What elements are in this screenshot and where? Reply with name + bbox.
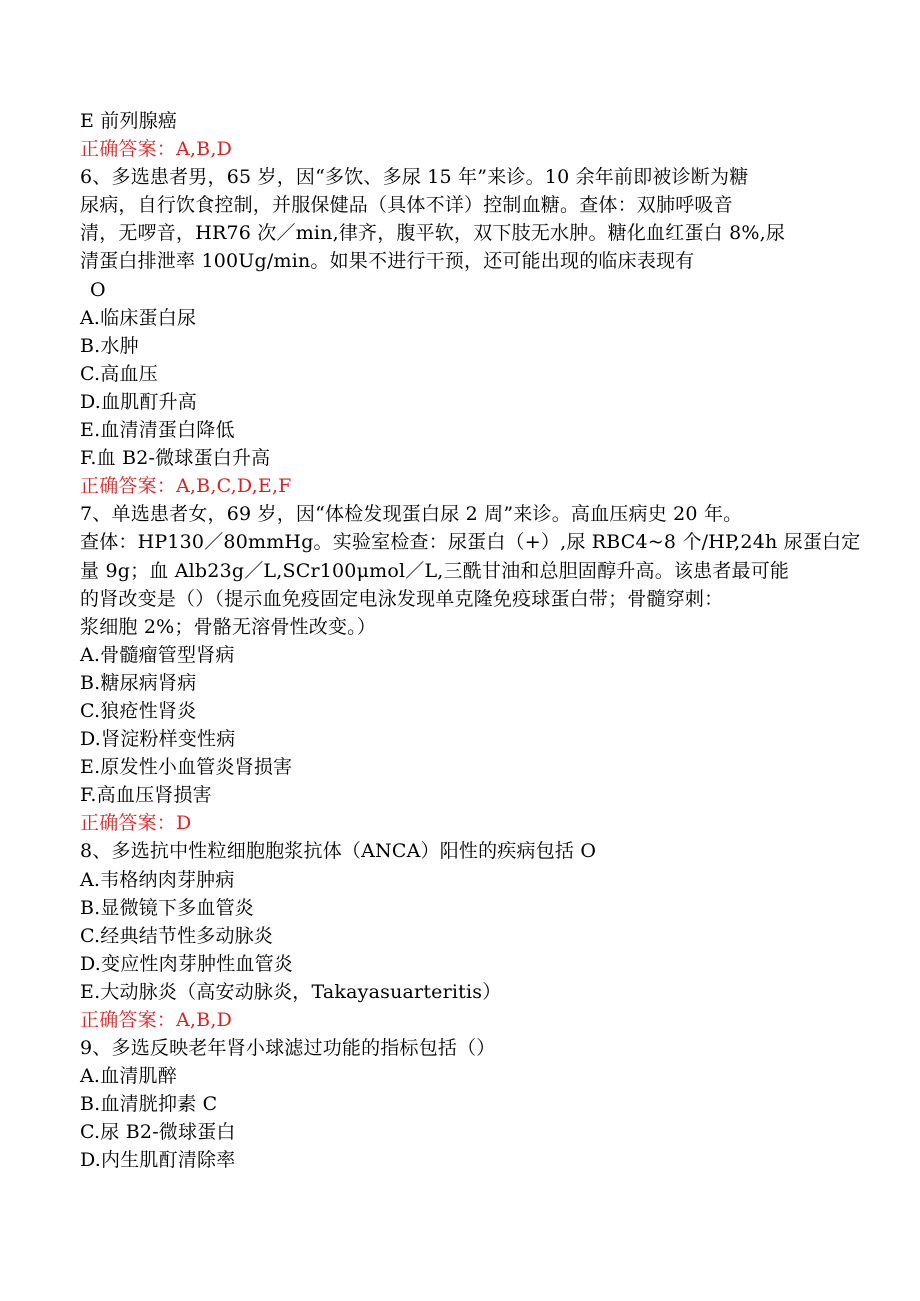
question-text-line: 8、多选抗中性粒细胞胞浆抗体（ANCA）阳性的疾病包括 O: [80, 840, 597, 863]
answer-line: [80, 135, 840, 163]
option-item: C.狼疮性肾炎: [80, 699, 197, 722]
option-item: D.内生肌酊清除率: [80, 1149, 236, 1172]
answer-label: 正确答案：: [80, 1009, 177, 1031]
document-page: [80, 107, 861, 1175]
answer-value: A,B,C,D,E,F: [176, 475, 292, 498]
question-text-line: 9、多选反映老年肾小球滤过功能的指标包括（）: [80, 1037, 496, 1060]
option-item: A.血清肌醉: [80, 1065, 177, 1088]
answer-label: 正确答案：: [80, 138, 177, 161]
question-text-line: 清蛋白排泄率 100Ug/min。如果不进行干预，还可能出现的临床表现有: [80, 250, 695, 273]
answer-label: 正确答案：: [80, 475, 177, 498]
option-item: A.临床蛋白尿: [80, 306, 197, 329]
option-item: F.血 B2-微球蛋白升高: [80, 447, 271, 470]
question-7: [80, 500, 861, 837]
option-item: B.水肿: [80, 334, 139, 357]
option-item: D.变应性肉芽肿性血管炎: [80, 952, 293, 975]
question-text-line: 的肾改变是（）（提示血免疫固定电泳发现单克隆免疫球蛋白带；骨髓穿刺：: [80, 587, 724, 610]
option-item: B.显微镜下多血管炎: [80, 896, 255, 919]
option-item: A.韦格纳肉芽肿病: [80, 868, 235, 891]
option-item: E.大动脉炎（高安动脉炎，Takayasuarteritis）: [80, 980, 502, 1003]
question-9: [80, 1034, 840, 1174]
answer-line: [80, 1006, 840, 1034]
option-item: C.尿 B2-微球蛋白: [80, 1121, 236, 1144]
answer-label: 正确答案：: [80, 812, 177, 835]
option-item: C.经典结节性多动脉炎: [80, 924, 274, 947]
option-item: B.糖尿病肾病: [80, 671, 197, 694]
answer-value: A,B,D: [176, 1009, 233, 1031]
question-text-line: 查体：HP130／80mmHg。实验室检查：尿蛋白（+）,尿 RBC4~8 个/HP,24h 尿蛋白定: [80, 531, 861, 554]
question-text-line: 尿病，自行饮食控制，并服保健品（具体不详）控制血糖。查体：双肺呼吸音: [80, 194, 733, 217]
answer-line: [80, 472, 840, 500]
question-text-line: 6、多选患者男，65 岁，因“多饮、多尿 15 年”来诊。10 余年前即被诊断为糖: [80, 166, 749, 189]
question-text-line: 7、单选患者女，69 岁，因“体检发现蛋白尿 2 周”来诊。高血压病史 20 年。: [80, 503, 743, 526]
question-text-line: 清，无啰音，HR76 次／min,律齐，腹平软，双下肢无水肿。糖化血红蛋白 8%,尿: [80, 222, 786, 245]
question-8: [80, 837, 840, 1034]
option-item: F.高血压肾损害: [80, 784, 212, 807]
option-item: D.血肌酊升高: [80, 390, 197, 413]
answer-value: A,B,D: [176, 138, 233, 161]
question-text-line: 浆细胞 2%；骨骼无溶骨性改变。）: [80, 615, 377, 638]
answer-line: [80, 809, 840, 837]
option-item: C.高血压: [80, 362, 158, 385]
question-text-line: 量 9g；血 Alb23g／L,SCr100μmol／L,三酰甘油和总胆固醇升高。该患者最可能: [80, 559, 790, 582]
option-item: B.血清胱抑素 C: [80, 1093, 218, 1116]
answer-value: D: [176, 812, 192, 835]
option-item: E.血清清蛋白降低: [80, 419, 235, 442]
option-item: A.骨髓瘤管型肾病: [80, 643, 235, 666]
question-blank-marker: O: [90, 278, 106, 301]
option-item: D.肾淀粉样变性病: [80, 728, 236, 751]
question-6: [80, 163, 840, 500]
option-e-prostate-cancer: E 前列腺癌: [80, 110, 178, 132]
option-item: E.原发性小血管炎肾损害: [80, 756, 293, 779]
